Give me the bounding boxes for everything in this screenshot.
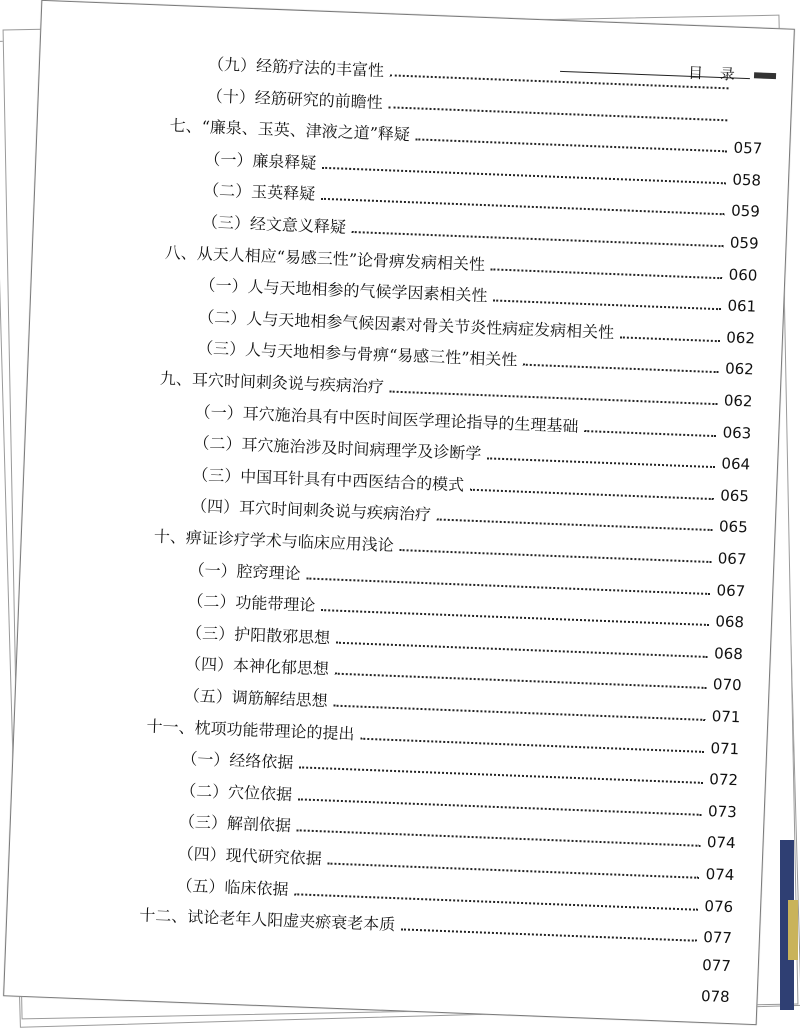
- dot-leader: [306, 577, 710, 595]
- dot-leader: [491, 268, 723, 279]
- toc-entry-page-number: 073: [707, 801, 738, 821]
- toc-entry-page-number: 067: [717, 549, 747, 569]
- dot-leader: [400, 549, 712, 563]
- dot-leader: [470, 489, 714, 500]
- toc-entry-page-number: 068: [713, 644, 744, 664]
- dot-leader: [360, 737, 704, 752]
- toc-entry-title: （一）耳穴施治具有中医时间医学理论指导的生理基础: [194, 401, 579, 436]
- toc-entry-title: （一）廉泉释疑: [204, 149, 317, 173]
- toc-entry-page-number: 070: [712, 675, 742, 695]
- dot-leader: [334, 705, 706, 721]
- toc-entry-page-number: 072: [709, 770, 739, 790]
- toc-entry-title: （四）本神化郁思想: [184, 654, 330, 679]
- toc-entry-page-number: [733, 121, 763, 122]
- toc-entry-title: （二）人与天地相参气候因素对骨关节炎性病症发病相关性: [198, 306, 615, 342]
- dot-leader: [299, 767, 703, 785]
- toc-entry-title: （二）穴位依据: [179, 780, 293, 804]
- dot-leader: [523, 364, 719, 374]
- table-of-contents: [4, 1, 794, 1024]
- dot-leader: [352, 231, 724, 247]
- toc-entry-page-number: 057: [733, 138, 763, 158]
- dot-leader: [584, 430, 716, 437]
- dot-leader: [336, 641, 708, 657]
- toc-entry-page-number: 063: [722, 422, 752, 443]
- dot-leader: [487, 458, 715, 469]
- toc-entry-page-number: 077: [701, 955, 732, 975]
- toc-entry-title: （三）护阳散邪思想: [185, 622, 331, 648]
- toc-entry-title: （一）腔窍理论: [188, 559, 301, 583]
- toc-entry-page-number: 062: [725, 328, 756, 348]
- toc-entry-title: 七、“廉泉、玉英、津液之道”释疑: [169, 116, 411, 145]
- toc-entry-title: （四）现代研究依据: [177, 843, 323, 869]
- page-header-title: 目 录: [687, 63, 742, 84]
- dot-leader: [297, 830, 701, 848]
- dot-leader: [493, 300, 721, 311]
- dot-leader: [321, 198, 725, 216]
- toc-entry-title: 十一、枕项功能带理论的提出: [146, 716, 355, 744]
- toc-entry-title: （三）解剖依据: [178, 812, 292, 836]
- dot-leader: [294, 893, 698, 911]
- toc-entry-page-number: 061: [727, 296, 757, 316]
- toc-entry-title: 九、耳穴时间刺灸说与疾病治疗: [159, 368, 385, 397]
- toc-entry-page-number: 074: [706, 833, 736, 853]
- toc-entry-title: （十）经筋研究的前瞻性: [206, 85, 384, 112]
- toc-entry-title: （三）人与天地相参与骨痹“易感三性”相关性: [196, 338, 518, 370]
- toc-entry-page-number: 058: [732, 170, 762, 190]
- toc-entry-title: （九）经筋疗法的丰富性: [207, 54, 385, 81]
- dot-leader: [298, 798, 702, 816]
- dot-leader: [322, 167, 726, 185]
- toc-entry-title: 十、痹证诊疗学术与临床应用浅论: [153, 526, 395, 555]
- toc-entry-page-number: 076: [704, 896, 734, 916]
- dot-leader: [327, 863, 699, 879]
- dot-leader: [389, 106, 728, 121]
- dot-leader: [401, 929, 697, 942]
- toc-entry-title: （二）功能带理论: [187, 591, 316, 616]
- toc-entry-title: （五）临床依据: [176, 875, 289, 899]
- toc-entry-page-number: [734, 90, 764, 91]
- toc-entry-page-number: 067: [716, 580, 746, 600]
- dot-leader: [321, 609, 709, 626]
- toc-entry-title: （一）经络依据: [181, 749, 294, 773]
- book-spine-accent: [788, 900, 798, 960]
- toc-entry-page-number: 065: [719, 486, 750, 506]
- dot-leader: [620, 336, 720, 342]
- toc-entry-title: （一）人与天地相参的气候学因素相关性: [199, 275, 488, 306]
- toc-entry-title: （二）耳穴施治涉及时间病理学及诊断学: [193, 433, 482, 464]
- toc-entry-page-number: 060: [728, 265, 758, 285]
- toc-entry-page-number: 074: [705, 865, 735, 885]
- toc-entry-page-number: 077: [702, 928, 733, 948]
- toc-page: [3, 0, 795, 1025]
- toc-entry-title: （二）玉英释疑: [202, 180, 316, 204]
- toc-entry-title: 十二、试论老年人阳虚夹瘀衰老本质: [138, 905, 396, 935]
- toc-entry-title: （三）经文意义释疑: [201, 212, 347, 237]
- toc-entry-page-number: 059: [729, 233, 759, 253]
- dot-leader: [416, 139, 728, 153]
- toc-entry-page-number: 059: [730, 201, 761, 222]
- toc-entry-page-number: 071: [710, 738, 740, 758]
- toc-entry-title: （五）调筋解结思想: [183, 685, 329, 711]
- dot-leader: [335, 673, 707, 689]
- toc-entry-title: 八、从天人相应“易感三性”论骨痹发病相关性: [164, 242, 486, 274]
- toc-entry-page-number: 068: [715, 612, 745, 632]
- toc-entry-page-number: 071: [711, 707, 741, 727]
- toc-entry-title: （三）中国耳针具有中西医结合的模式: [191, 464, 465, 495]
- dot-leader: [390, 391, 718, 406]
- toc-entry-page-number: 062: [724, 359, 755, 379]
- toc-entry-page-number: 065: [718, 517, 749, 537]
- toc-entry-title: （四）耳穴时间刺灸说与疾病治疗: [190, 496, 432, 525]
- dot-leader: [390, 74, 729, 89]
- toc-entry-page-number: 064: [721, 454, 751, 474]
- dot-leader: [437, 519, 713, 532]
- toc-entry-page-number: 078: [700, 987, 730, 1007]
- toc-entry-page-number: 062: [723, 391, 753, 411]
